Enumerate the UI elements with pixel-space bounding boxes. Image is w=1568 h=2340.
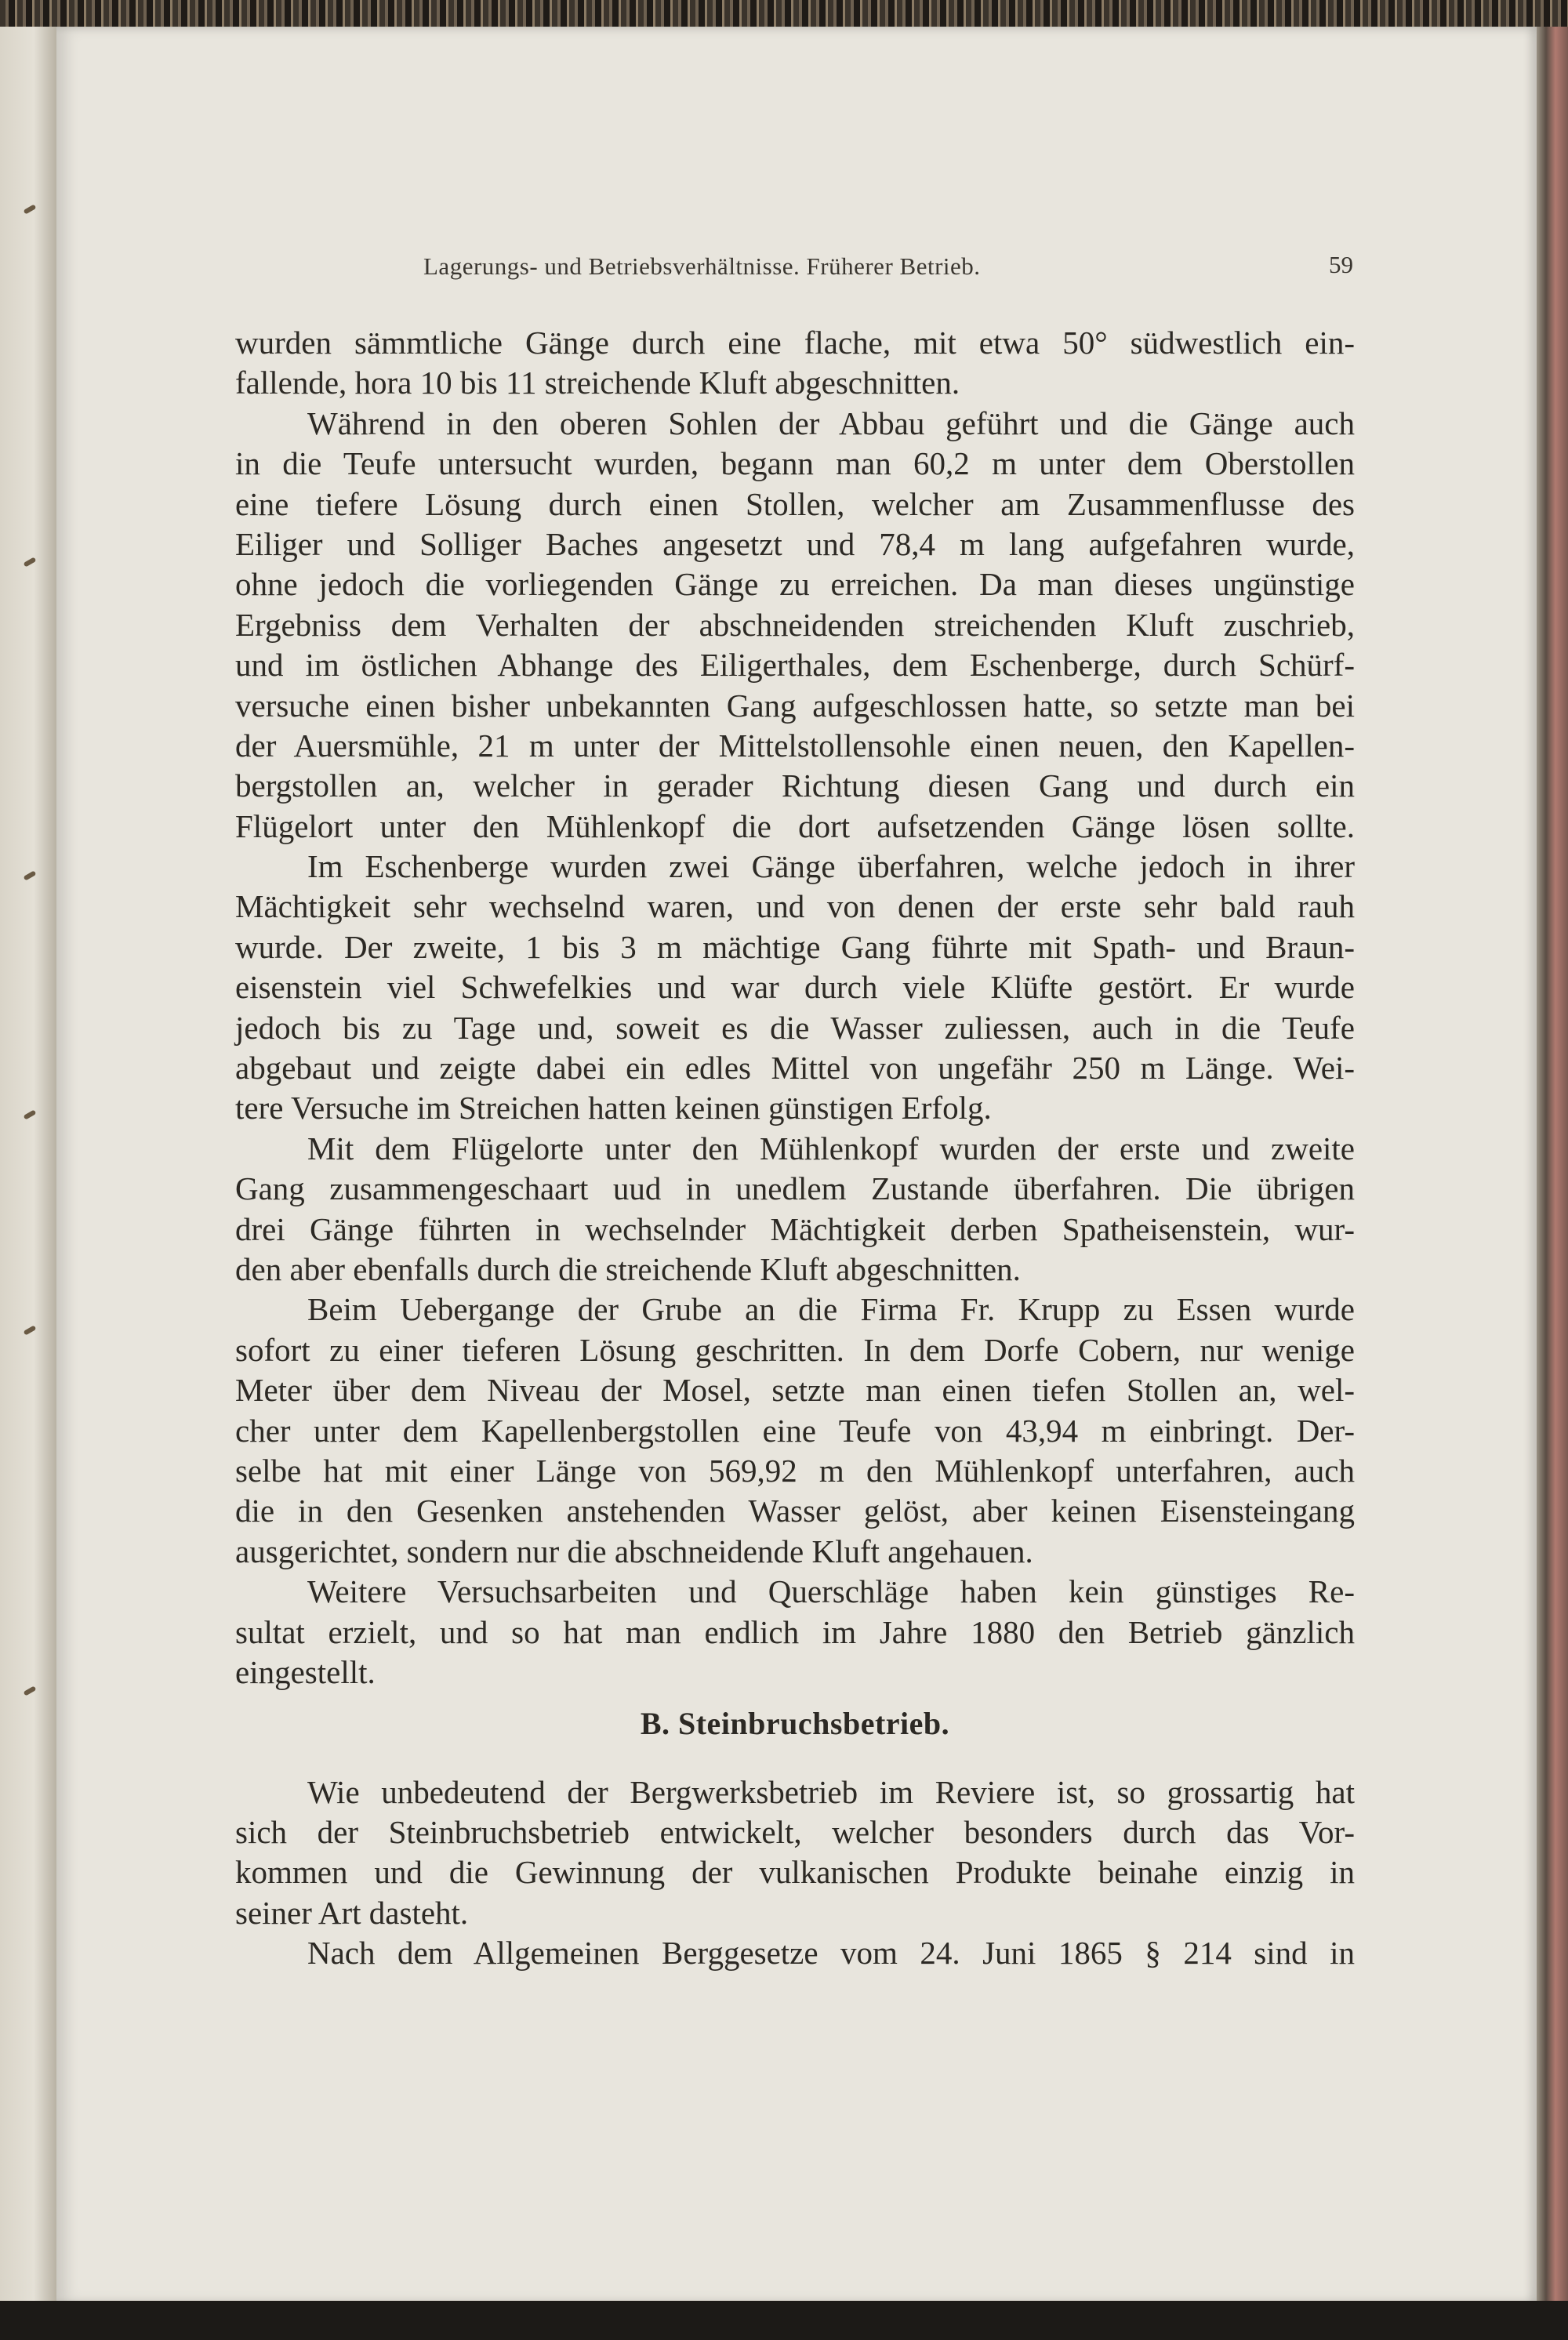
text-line: Mächtigkeit sehr wechselnd waren, und von denen der erste sehr bald rauh	[235, 888, 1355, 925]
text-line: eisenstein viel Schwefelkies und war durch viele Klüfte gestört. Er wurde	[235, 969, 1355, 1006]
text-line: versuche einen bisher unbekannten Gang aufgeschlossen hatte, so setzte man bei	[235, 687, 1355, 724]
text-line: abgebaut und zeigte dabei ein edles Mittel von ungefähr 250 m Länge. Wei-	[235, 1050, 1355, 1087]
book-bottom-edge	[0, 2301, 1568, 2340]
text-line: sofort zu einer tieferen Lösung geschritten. In dem Dorfe Cobern, nur wenige	[235, 1331, 1355, 1368]
margin-mark	[24, 1325, 37, 1335]
margin-mark	[24, 1685, 37, 1696]
page-number: 59	[1329, 251, 1353, 278]
text-line: ohne jedoch die vorliegenden Gänge zu erreichen. Da man dieses ungünstige	[235, 566, 1355, 603]
text-line: eingestellt.	[235, 1653, 376, 1690]
text-line: und im östlichen Abhange des Eiligerthales, dem Eschenberge, durch Schürf-	[235, 647, 1355, 684]
text-line: cher unter dem Kapellenbergstollen eine Teufe von 43,94 m einbringt. Der-	[235, 1412, 1355, 1449]
book-right-edge	[1537, 27, 1568, 2304]
text-line: Meter über dem Niveau der Mosel, setzte man einen tiefen Stollen an, wel-	[235, 1372, 1355, 1409]
text-line: eine tiefere Lösung durch einen Stollen, welcher am Zusammenflusse des	[235, 485, 1355, 522]
text-line: in die Teufe untersucht wurden, begann man 60,2 m unter dem Oberstollen	[235, 445, 1355, 482]
text-line: Mit dem Flügelorte unter den Mühlenkopf wurden der erste und zweite	[307, 1130, 1355, 1166]
text-line: sich der Steinbruchsbetrieb entwickelt, welcher besonders durch das Vor-	[235, 1814, 1355, 1851]
text-line: Eiliger und Solliger Baches angesetzt und 78,4 m lang aufgefahren wurde,	[235, 525, 1355, 562]
margin-mark	[24, 557, 37, 567]
text-line: Während in den oberen Sohlen der Abbau geführt und die Gänge auch	[307, 405, 1355, 441]
text-line: den aber ebenfalls durch die streichende Kluft abgeschnitten.	[235, 1250, 1021, 1287]
margin-mark	[24, 870, 37, 880]
text-line: Beim Uebergange der Grube an die Firma Fr. Krupp zu Essen wurde	[307, 1291, 1355, 1328]
text-line: Wie unbedeutend der Bergwerksbetrieb im Reviere ist, so grossartig hat	[307, 1773, 1355, 1810]
facing-page-edge	[0, 27, 56, 2304]
book-top-edge	[0, 0, 1568, 27]
text-line: Ergebniss dem Verhalten der abschneidenden streichenden Kluft zuschrieb,	[235, 606, 1355, 643]
text-line: tere Versuche im Streichen hatten keinen günstigen Erfolg.	[235, 1090, 992, 1126]
text-line: jedoch bis zu Tage und, soweit es die Wasser zuliessen, auch in die Teufe	[235, 1009, 1355, 1046]
text-line: kommen und die Gewinnung der vulkanischen Produkte beinahe einzig in	[235, 1854, 1355, 1891]
text-line: Nach dem Allgemeinen Berggesetze vom 24. Juni 1865 § 214 sind in	[307, 1935, 1355, 1972]
running-head: Lagerungs- und Betriebsverhältnisse. Früherer Betrieb.	[423, 252, 981, 280]
text-section-mining	[235, 323, 1355, 1692]
text-line: Gang zusammengeschaart uud in unedlem Zustande überfahren. Die übrigen	[235, 1170, 1355, 1207]
text-line: Weitere Versuchsarbeiten und Querschläge haben kein günstiges Re-	[307, 1573, 1355, 1610]
text-line: fallende, hora 10 bis 11 streichende Kluft abgeschnitten.	[235, 365, 960, 401]
margin-mark	[24, 204, 37, 214]
text-line: bergstollen an, welcher in gerader Richtung diesen Gang und durch ein	[235, 767, 1355, 804]
text-line: Im Eschenberge wurden zwei Gänge überfahren, welche jedoch in ihrer	[307, 848, 1355, 885]
body-text	[235, 323, 1355, 1974]
section-heading: B. Steinbruchsbetrieb.	[640, 1706, 950, 1742]
text-line: der Auersmühle, 21 m unter der Mittelstollensohle einen neuen, den Kapellen-	[235, 727, 1355, 764]
text-line: ausgerichtet, sondern nur die abschneidende Kluft angehauen.	[235, 1533, 1033, 1569]
text-line: seiner Art dasteht.	[235, 1894, 469, 1931]
text-line: wurde. Der zweite, 1 bis 3 m mächtige Gang führte mit Spath- und Braun-	[235, 928, 1355, 965]
text-line: drei Gänge führten in wechselnder Mächtigkeit derben Spatheisenstein, wur-	[235, 1210, 1355, 1247]
margin-mark	[24, 1109, 37, 1119]
text-line: selbe hat mit einer Länge von 569,92 m den Mühlenkopf unterfahren, auch	[235, 1452, 1355, 1489]
text-section-quarrying	[235, 1772, 1355, 1974]
text-line: die in den Gesenken anstehenden Wasser gelöst, aber keinen Eisensteingang	[235, 1493, 1355, 1529]
text-line: Flügelort unter den Mühlenkopf die dort aufsetzenden Gänge lösen sollte.	[235, 807, 1355, 844]
text-line: sultat erzielt, und so hat man endlich im Jahre 1880 den Betrieb gänzlich	[235, 1613, 1355, 1650]
text-line: wurden sämmtliche Gänge durch eine flache, mit etwa 50° südwestlich ein-	[235, 325, 1355, 361]
